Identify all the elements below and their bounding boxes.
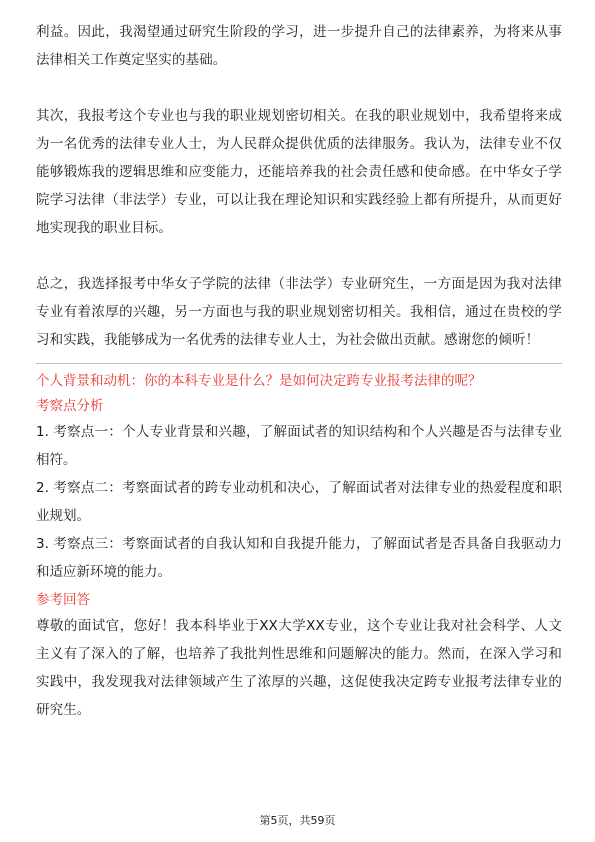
- analysis-item-1: 1. 考察点一：个人专业背景和兴趣，了解面试者的知识结构和个人兴趣是否与法律专业相符。: [36, 424, 562, 468]
- answer-heading: 参考回答: [36, 592, 90, 608]
- interview-question: 个人背景和动机：你的本科专业是什么？是如何决定跨专业报考法律的呢？: [36, 373, 482, 389]
- analysis-item-2: 2. 考察点二：考察面试者的跨专业动机和决心，了解面试者对法律专业的热爱程度和职业规划。: [36, 480, 562, 524]
- paragraph-gap: [36, 74, 562, 102]
- paragraph-conclusion: 总之，我选择报考中华女子学院的法律（非法学）专业研究生，一方面是因为我对法律专业有着浓厚的兴趣，另一方面也与我的职业规划密切相关。我相信，通过在贵校的学习和实践，我能够成为一名优秀的法律专业人士，为社会做出贡献。感谢您的倾听！: [36, 276, 562, 348]
- paragraph-gap: [36, 242, 562, 270]
- analysis-item-3: 3. 考察点三：考察面试者的自我认知和自我提升能力，了解面试者是否具备自我驱动力和适应新环境的能力。: [36, 536, 562, 580]
- answer-text: 尊敬的面试官，您好！我本科毕业于XX大学XX专业，这个专业让我对社会科学、人文主义有了深入的了解，也培养了我批判性思维和问题解决的能力。然而，在深入学习和实践中，我发现我对法律领域产生了浓厚的兴趣，这促使我决定跨专业报考法律专业的研究生。: [36, 618, 562, 718]
- paragraph-continuation: 利益。因此，我渴望通过研究生阶段的学习，进一步提升自己的法律素养，为将来从事法律相关工作奠定坚实的基础。: [36, 24, 562, 68]
- page-content: [36, 18, 562, 724]
- section-divider: [36, 363, 562, 364]
- analysis-heading: 考察点分析: [36, 398, 104, 414]
- page-number: 第5页，共59页: [259, 814, 336, 827]
- paragraph-career-plan: 其次，我报考这个专业也与我的职业规划密切相关。在我的职业规划中，我希望将来成为一名优秀的法律专业人士，为人民群众提供优质的法律服务。我认为，法律专业不仅能够锻炼我的逻辑思维和应变能力，还能培养我的社会责任感和使命感。在中华女子学院学习法律（非法学）专业，可以让我在理论知识和实践经验上都有所提升，从而更好地实现我的职业目标。: [36, 108, 562, 236]
